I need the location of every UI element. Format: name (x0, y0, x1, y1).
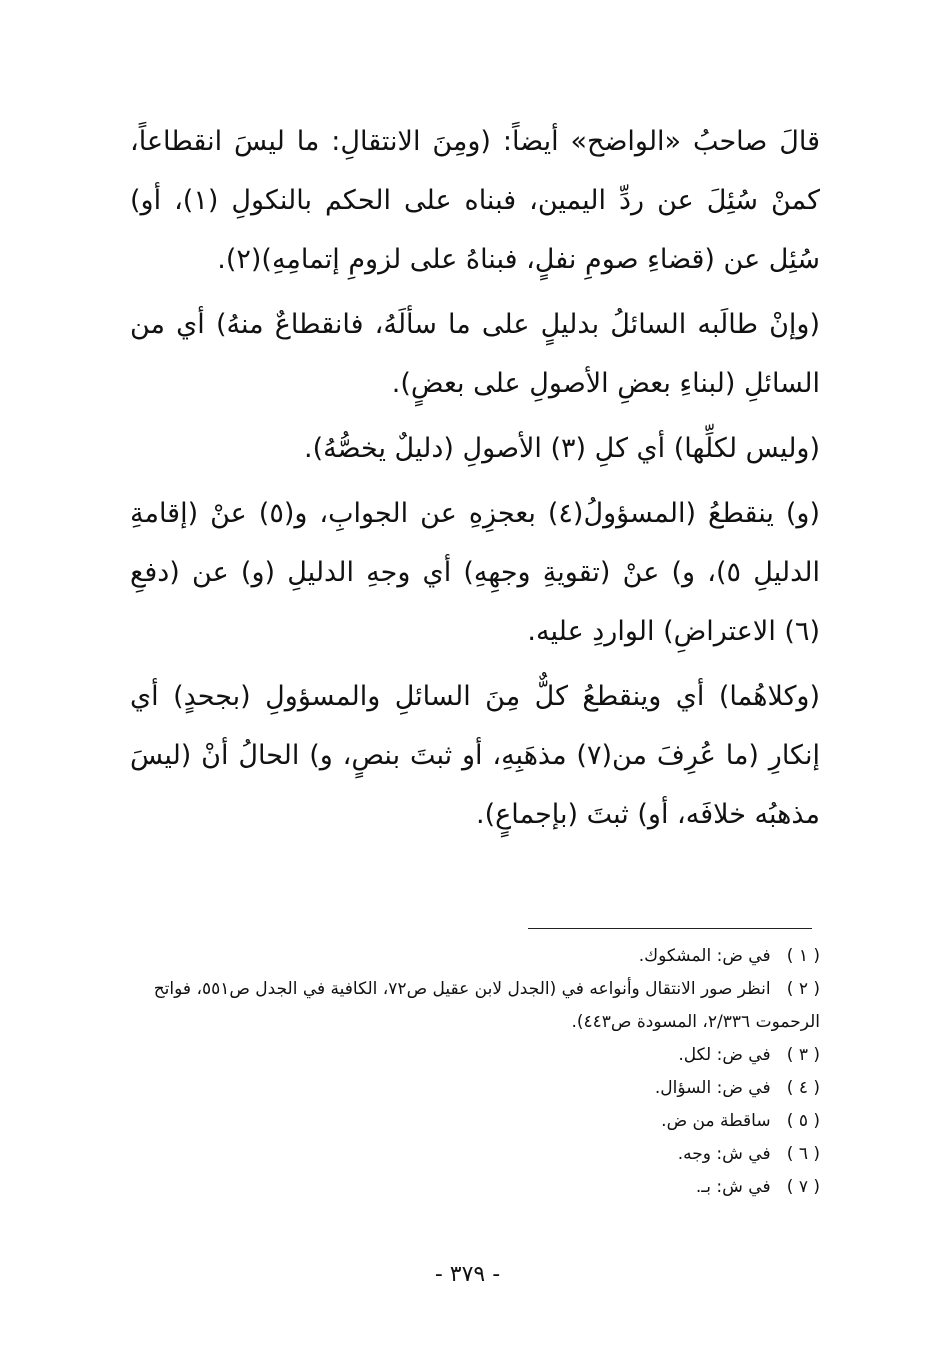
footnote-number: ( ٤ ) (786, 1078, 820, 1098)
footnotes (130, 940, 820, 1204)
footnote-number: ( ٥ ) (786, 1111, 820, 1131)
main-text (130, 112, 820, 844)
footnote-number: ( ٣ ) (786, 1045, 820, 1065)
footnote-number: ( ٧ ) (786, 1177, 820, 1197)
footnote-text: في ش: بـ. (695, 1177, 771, 1197)
footnote-3 (130, 1039, 820, 1072)
paragraph-3: (وليس لكلِّها) أي كلِ (٣) الأصولِ (دليلٌ يخصُّهُ). (304, 433, 820, 464)
paragraph-4: (و) ينقطعُ (المسؤولُ(٤) بعجزِهِ عن الجوابِ، و(٥) عنْ (إقامةِ الدليلِ ٥)، و) عنْ (تقويةِ وجهِهِ) أي وجهِ الدليلِ (و) عن (دفعِ (٦) الاعتراضِ) الواردِ عليه. (130, 498, 820, 647)
footnote-text: في ش: وجه. (677, 1144, 771, 1164)
footnote-7 (130, 1171, 820, 1204)
footnote-text: في ض: المشكوك. (638, 946, 771, 966)
footnote-text: في ض: لكل. (678, 1045, 771, 1065)
footnote-separator (528, 928, 812, 929)
footnote-text: انظر صور الانتقال وأنواعه في (الجدل لابن عقيل ص٧٢، الكافية في الجدل ص٥٥١، فواتح الرحموت ٢/٣٣٦، المسودة ص٤٤٣). (153, 979, 820, 1032)
footnote-5 (130, 1105, 820, 1138)
footnote-number: ( ٦ ) (786, 1144, 820, 1164)
paragraph-5: (وكلاهُما) أي وينقطعُ كلٌّ مِنَ السائلِ والمسؤولِ (بجحدٍ) أي إنكارِ (ما عُرِفَ من(٧) مذهَبِهِ، أو ثبتَ بنصٍ، و) الحالُ أنْ (ليسَ مذهبُه خلافَه، أو) ثبتَ (بإجماعٍ). (130, 681, 820, 830)
footnote-number: ( ١ ) (786, 946, 820, 966)
footnote-text: ساقطة من ض. (661, 1111, 771, 1131)
footnote-text: في ض: السؤال. (654, 1078, 771, 1098)
page-number: - ٣٧٩ - (434, 1262, 501, 1287)
paragraph-1: قالَ صاحبُ «الواضح» أيضاً: (ومِنَ الانتقالِ: ما ليسَ انقطاعاً، كمنْ سُئِلَ عن ردِّ اليمين، فبناه على الحكم بالنكولِ (١)، أو) سُئِل عن (قضاءِ صومِ نفلٍ، فبناهُ على لزومِ إتمامِهِ)(٢). (130, 126, 820, 275)
footnote-1 (130, 940, 820, 973)
footnote-6 (130, 1138, 820, 1171)
paragraph-2: (وإنْ طالَبه السائلُ بدليلٍ على ما سألَهُ، فانقطاعٌ منهُ) أي من السائلِ (لبناءِ بعضِ الأصولِ على بعضٍ). (130, 309, 820, 399)
footnote-4 (130, 1072, 820, 1105)
footnote-2 (130, 973, 820, 1039)
footnote-number: ( ٢ ) (786, 979, 820, 999)
